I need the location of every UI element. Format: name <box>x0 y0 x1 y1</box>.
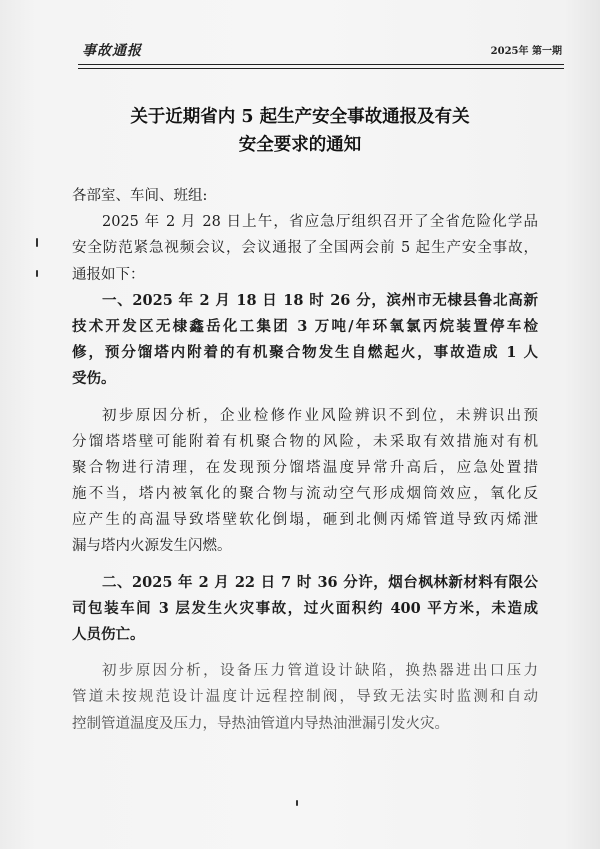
header-rule-thin <box>78 68 564 69</box>
case-2-analysis-line: 初步原因分析，设备压力管道设计缺陷，换热器进出口压力 <box>102 663 538 680</box>
issue-number: 2025年 第一期 <box>490 46 562 57</box>
case-1-analysis-line: 聚合物进行清理，在发现预分馏塔温度异常升高后，应急处置措 <box>72 459 538 476</box>
case-1-analysis-line: 施不当，塔内被氧化的聚合物与流动空气形成烟筒效应，氧化反 <box>72 486 538 503</box>
case-1-line: 技术开发区无棣鑫岳化工集团 3 万吨/年环氧氯丙烷装置停车检 <box>72 317 538 335</box>
scan-speck <box>36 238 38 247</box>
title-line-2: 安全要求的通知 <box>238 135 362 155</box>
case-1-analysis-line: 漏与塔内火源发生闪燃。 <box>72 538 232 555</box>
case-2-analysis-line: 管道未按规范设计温度计远程控制阀，导致无法实时监测和自动 <box>72 689 538 706</box>
intro-line: 安全防范紧急视频会议，会议通报了全国两会前 5 起生产安全事故， <box>72 240 538 257</box>
case-1-line: 受伤。 <box>72 370 116 388</box>
case-2-analysis-paragraph <box>72 658 538 737</box>
case-1-analysis-paragraph <box>72 403 538 560</box>
intro-line: 2025 年 2 月 28 日上午，省应急厅组织召开了全省危险化学品 <box>102 214 538 231</box>
salutation: 各部室、车间、班组: <box>72 188 208 204</box>
case-1-line: 修，预分馏塔内附着的有机聚合物发生自燃起火，事故造成 1 人 <box>72 344 538 362</box>
document-body <box>72 183 538 737</box>
intro-paragraph <box>72 209 538 288</box>
case-2-line: 人员伤亡。 <box>72 626 145 643</box>
document-title <box>40 103 560 159</box>
case-1-analysis-line: 分馏塔塔壁可能附着有机聚合物的风险，未采取有效措施对有机 <box>72 433 538 450</box>
case-1-line: 一、2025 年 2 月 18 日 18 时 26 分，滨州市无棣县鲁北高新 <box>102 291 538 309</box>
header-rule-thick <box>78 64 564 65</box>
case-1-analysis-line: 应产生的高温导致塔壁软化倒塌，砸到北侧丙烯管道导致丙烯泄 <box>72 512 538 529</box>
case-2-line: 二、2025 年 2 月 22 日 7 时 36 分许，烟台枫林新材料有限公 <box>102 573 538 591</box>
case-1-paragraph <box>72 288 538 393</box>
case-2-analysis-line: 控制管道温度及压力，导热油管道内导热油泄漏引发火灾。 <box>72 715 449 732</box>
title-line-1: 关于近期省内 5 起生产安全事故通报及有关 <box>130 107 470 127</box>
document-header <box>82 40 562 64</box>
intro-line: 通报如下： <box>72 266 145 283</box>
scan-speck <box>36 270 38 277</box>
case-2-paragraph <box>72 570 538 649</box>
scan-speck <box>296 800 298 806</box>
case-1-analysis-line: 初步原因分析，企业检修作业风险辨识不到位，未辨识出预 <box>102 407 538 424</box>
bulletin-name: 事故通报 <box>82 43 142 59</box>
case-2-line: 司包装车间 3 层发生火灾事故，过火面积约 400 平方米，未造成 <box>72 599 538 617</box>
